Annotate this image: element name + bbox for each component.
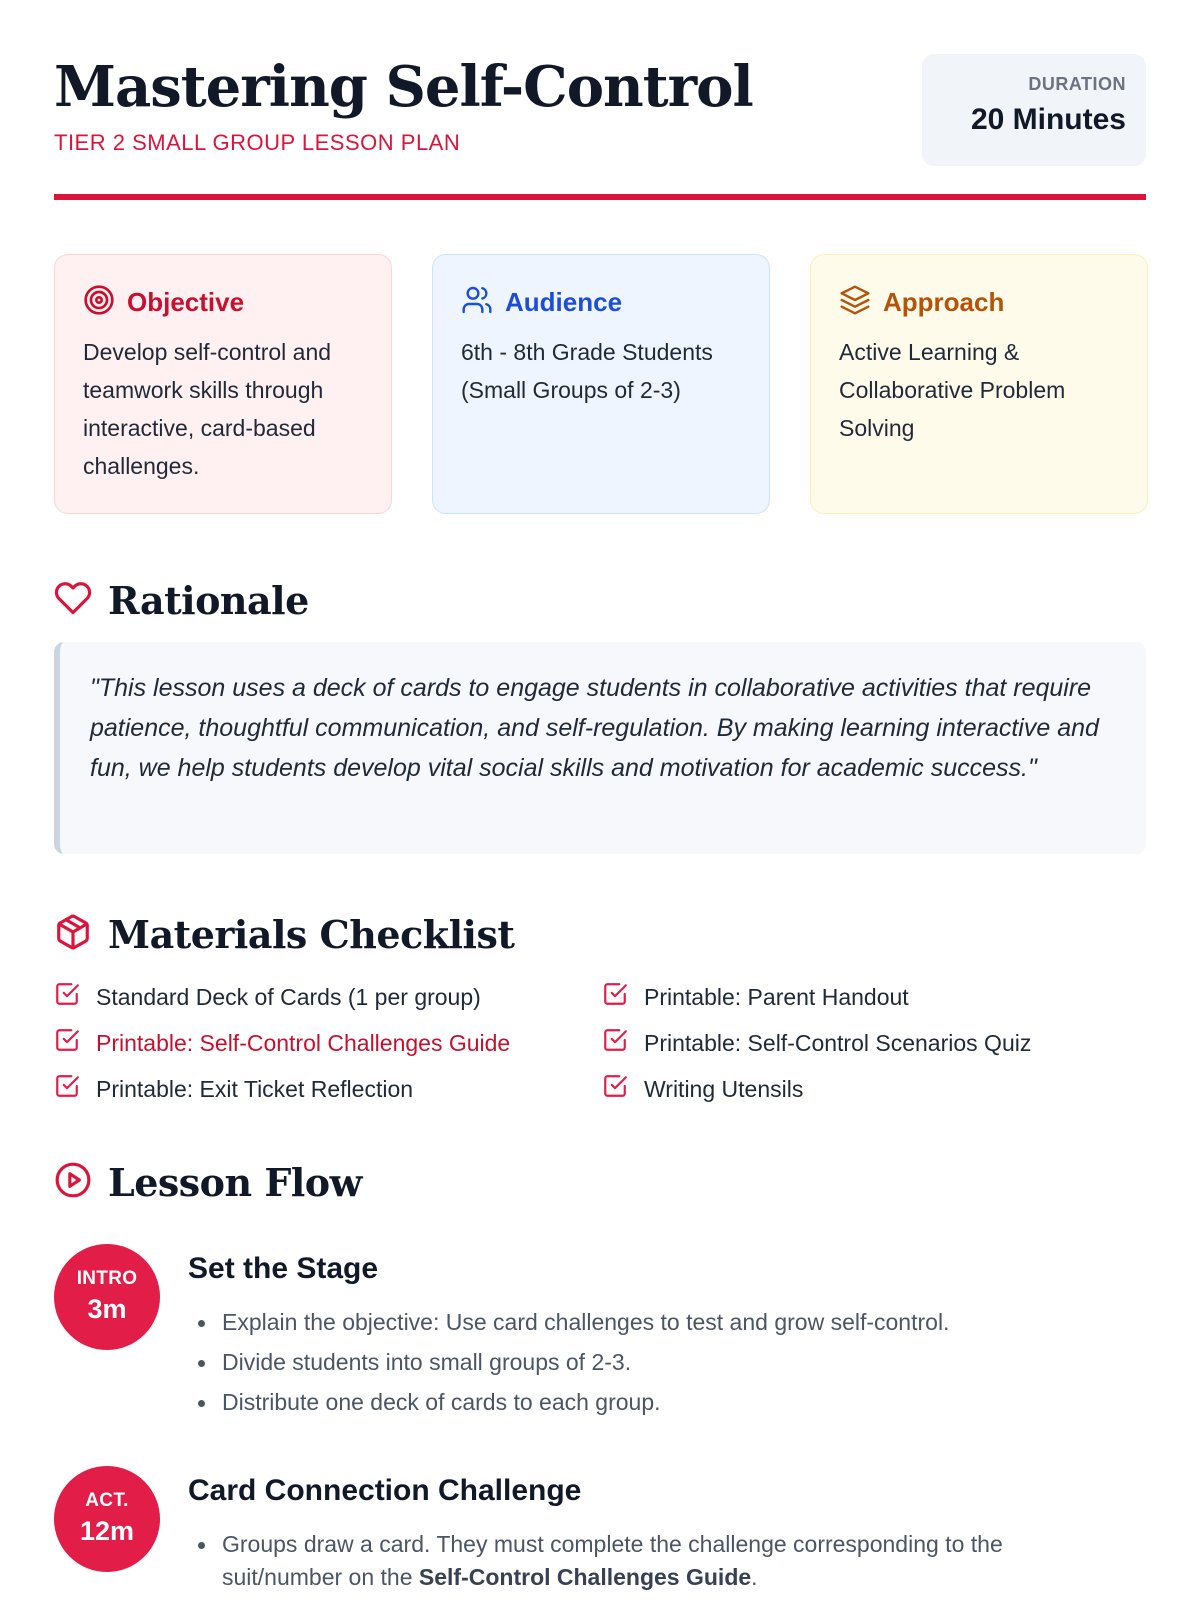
checkbox-checked-icon — [602, 1027, 628, 1059]
materials-title: Materials Checklist — [108, 912, 515, 957]
lesson-flow-title: Lesson Flow — [108, 1160, 362, 1205]
approach-card — [810, 254, 1148, 514]
heart-icon — [54, 579, 92, 622]
step-bullet-end: . — [751, 1564, 758, 1590]
step-title: Card Connection Challenge — [188, 1474, 582, 1507]
objective-card — [54, 254, 392, 514]
lesson-plan-page — [54, 0, 1146, 1590]
checkbox-checked-icon — [602, 981, 628, 1013]
approach-text: Active Learning & Collaborative Problem Solving — [839, 339, 1066, 441]
duration-value: 20 Minutes — [970, 103, 1126, 136]
step-time: 12m — [79, 1516, 135, 1546]
material-label: Writing Utensils — [644, 1075, 804, 1102]
materials-heading — [54, 912, 514, 957]
play-circle-icon — [54, 1161, 92, 1204]
step-bullets — [188, 1306, 1128, 1419]
users-icon — [461, 284, 493, 321]
step-badge — [54, 1244, 160, 1350]
material-label: Printable: Exit Ticket Reflection — [96, 1075, 414, 1102]
step-bullet-text: Groups draw a card. They must complete the challenge corresponding to the suit/number on the — [222, 1531, 1003, 1590]
step-badge — [54, 1466, 160, 1572]
rationale-quote — [54, 642, 1146, 854]
material-label: Standard Deck of Cards (1 per group) — [96, 983, 481, 1010]
step-bullet — [188, 1528, 1128, 1594]
approach-title: Approach — [883, 286, 1005, 317]
material-item — [602, 1072, 803, 1106]
header-divider — [54, 194, 1146, 200]
layers-icon — [839, 284, 871, 321]
step-bullet: Distribute one deck of cards to each group. — [188, 1386, 1128, 1419]
step-time: 3m — [87, 1294, 127, 1324]
material-item — [602, 1026, 1031, 1060]
material-label: Printable: Self-Control Scenarios Quiz — [644, 1029, 1032, 1056]
material-label: Printable: Parent Handout — [644, 983, 909, 1010]
checkbox-checked-icon — [602, 1073, 628, 1105]
page-title: Mastering Self-Control — [54, 54, 753, 120]
material-item — [54, 1072, 413, 1106]
rationale-text: "This lesson uses a deck of cards to engage students in collaborative activities that require patience, thoughtful communication, and self-regulation. By making learning interactive and fun, we help students develop vital social skills and motivation for academic success." — [90, 674, 1099, 782]
step-tag: INTRO — [76, 1268, 138, 1289]
duration-label: DURATION — [1028, 74, 1126, 94]
step-bullet: Divide students into small groups of 2-3. — [188, 1346, 1128, 1379]
rationale-title: Rationale — [108, 578, 309, 623]
material-item — [602, 980, 909, 1014]
page-subtitle: TIER 2 SMALL GROUP LESSON PLAN — [54, 130, 461, 155]
duration-box — [922, 54, 1146, 166]
material-label: Printable: Self-Control Challenges Guide — [96, 1029, 511, 1056]
box-icon — [54, 913, 92, 956]
material-item — [54, 980, 481, 1014]
material-item — [54, 1026, 510, 1060]
audience-card — [432, 254, 770, 514]
step-bullet: Explain the objective: Use card challenges to test and grow self-control. — [188, 1306, 1128, 1339]
step-bullets — [188, 1528, 1128, 1594]
checkbox-checked-icon — [54, 1073, 80, 1105]
info-cards — [54, 254, 1146, 514]
objective-text: Develop self-control and teamwork skills through interactive, card-based challenges. — [83, 339, 332, 479]
rationale-heading — [54, 578, 309, 623]
target-icon — [83, 284, 115, 321]
audience-text: 6th - 8th Grade Students (Small Groups of 2-3) — [461, 339, 713, 403]
checkbox-checked-icon — [54, 1027, 80, 1059]
step-tag: ACT. — [85, 1490, 129, 1511]
lesson-flow-heading — [54, 1160, 362, 1205]
audience-title: Audience — [505, 286, 623, 317]
step-title: Set the Stage — [188, 1252, 379, 1285]
objective-title: Objective — [127, 286, 245, 317]
header — [54, 0, 1146, 200]
step-bullet-bold: Self-Control Challenges Guide — [418, 1564, 752, 1590]
checkbox-checked-icon — [54, 981, 80, 1013]
